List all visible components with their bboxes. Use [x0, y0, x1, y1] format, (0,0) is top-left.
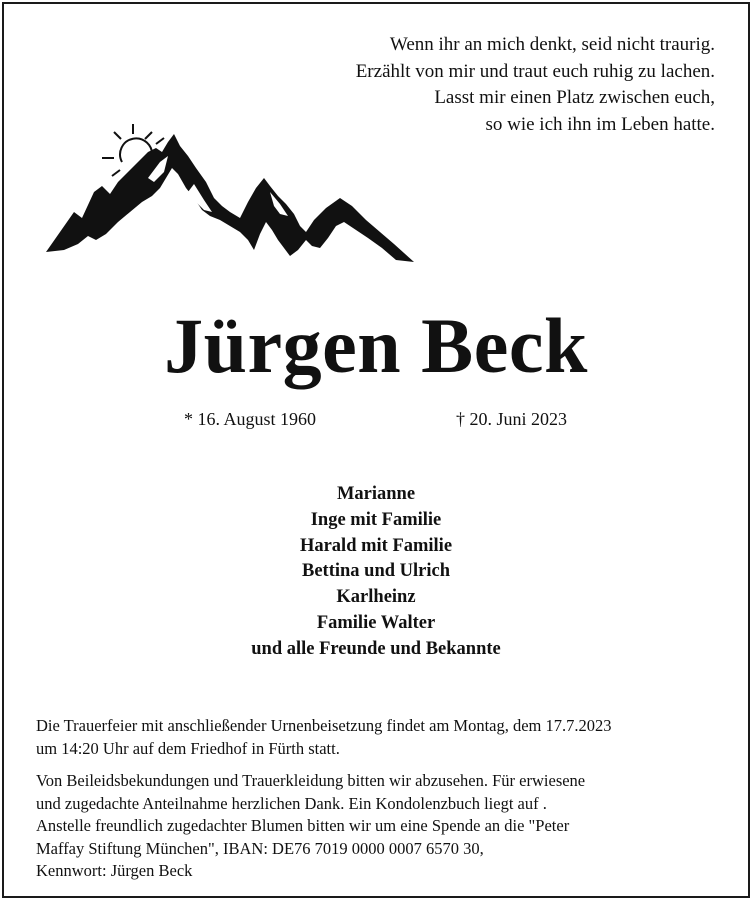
deceased-name: Jürgen Beck	[164, 302, 588, 389]
notice-line: und zugedachte Anteilnahme herzlichen Dank. Ein Kondolenzbuch liegt auf .	[36, 793, 547, 813]
poem-line: so wie ich ihn im Leben hatte.	[485, 113, 715, 135]
mourner: Harald mit Familie	[299, 535, 453, 556]
mourner: Bettina und Ulrich	[301, 561, 451, 582]
mourner: Marianne	[336, 484, 416, 504]
mourner: und alle Freunde und Bekannte	[251, 638, 501, 659]
notice-line: Die Trauerfeier mit anschließender Urnenbeisetzung findet am Montag, dem 17.7.2023	[36, 716, 612, 735]
poem-line: Erzählt von mir und traut euch ruhig zu lachen.	[355, 60, 715, 82]
birth-date: * 16. August 1960	[184, 409, 317, 429]
details-notice	[36, 770, 718, 883]
mourner: Karlheinz	[336, 587, 416, 608]
poem-line: Lasst mir einen Platz zwischen euch,	[434, 87, 715, 108]
notice-line: Von Beileidsbekundungen und Trauerkleidung bitten wir abzusehen. Für erwiesene	[36, 771, 586, 790]
obituary-notice	[2, 2, 750, 898]
notice-line: um 14:20 Uhr auf dem Friedhof in Fürth statt.	[36, 738, 340, 758]
mourners-list	[4, 482, 748, 663]
mountain-sun-icon	[44, 122, 416, 268]
mourner: Familie Walter	[316, 612, 436, 633]
death-date: † 20. Juni 2023	[456, 409, 568, 429]
mountain-range	[46, 134, 414, 262]
ceremony-notice	[36, 715, 718, 760]
mourner: Inge mit Familie	[310, 509, 442, 530]
notice-line: Maffay Stiftung München", IBAN: DE76 7019 0000 0007 6570 30,	[36, 838, 484, 858]
notice-line: Anstelle freundlich zugedachter Blumen bitten wir um eine Spende an die "Peter	[36, 816, 570, 835]
notice-line: Kennwort: Jürgen Beck	[36, 861, 193, 880]
poem-line: Wenn ihr an mich denkt, seid nicht traurig.	[389, 34, 715, 55]
